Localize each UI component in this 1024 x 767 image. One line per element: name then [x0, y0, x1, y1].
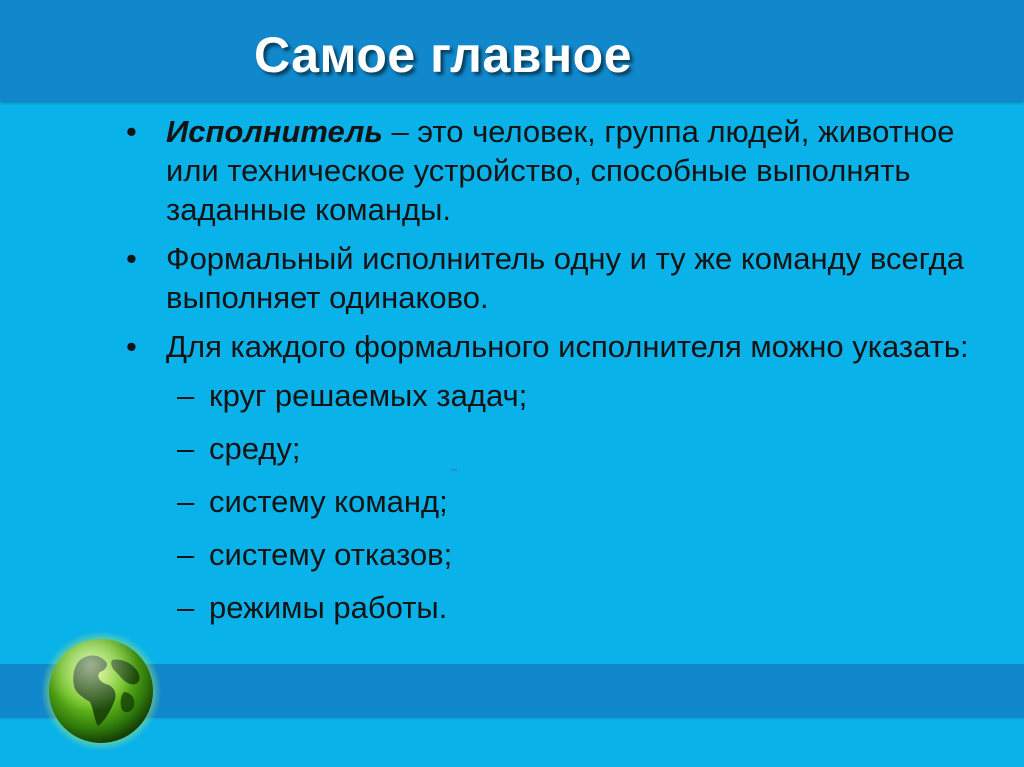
sub-item [120, 535, 980, 588]
slide-content [120, 112, 980, 641]
decorative-dot [451, 469, 457, 471]
sub-item [120, 588, 980, 641]
bullet-mark: • [126, 114, 137, 149]
sub-item-text: систему команд; [209, 484, 448, 519]
sub-item [120, 376, 980, 429]
sub-item-text: систему отказов; [209, 537, 453, 572]
dash-mark: – [177, 590, 195, 625]
bullet-text: – это человек, группа людей, животное или техническое устройство, способные выполнять заданные команды. [166, 114, 955, 227]
dash-mark: – [177, 537, 195, 572]
term-emphasis: Исполнитель [166, 114, 383, 149]
dash-mark: – [177, 378, 195, 413]
bullet-text: Формальный исполнитель одну и ту же команду всегда выполняет одинаково. [166, 241, 964, 315]
sub-item [120, 482, 980, 535]
sub-item-text: круг решаемых задач; [209, 378, 528, 413]
sub-list [120, 376, 980, 641]
dash-mark: – [177, 431, 195, 466]
bullet-item [120, 327, 980, 366]
dash-mark: – [177, 484, 195, 519]
sub-item [120, 429, 980, 482]
slide-title: Самое главное [254, 27, 633, 83]
bullet-item [120, 112, 980, 229]
bullet-item [120, 239, 980, 317]
sub-item-text: режимы работы. [209, 590, 448, 625]
bullet-text: Для каждого формального исполнителя можно указать: [166, 329, 969, 364]
sub-item-text: среду; [209, 431, 301, 466]
bullet-mark: • [126, 329, 137, 364]
bullet-mark: • [126, 241, 137, 276]
globe-icon [40, 630, 162, 752]
